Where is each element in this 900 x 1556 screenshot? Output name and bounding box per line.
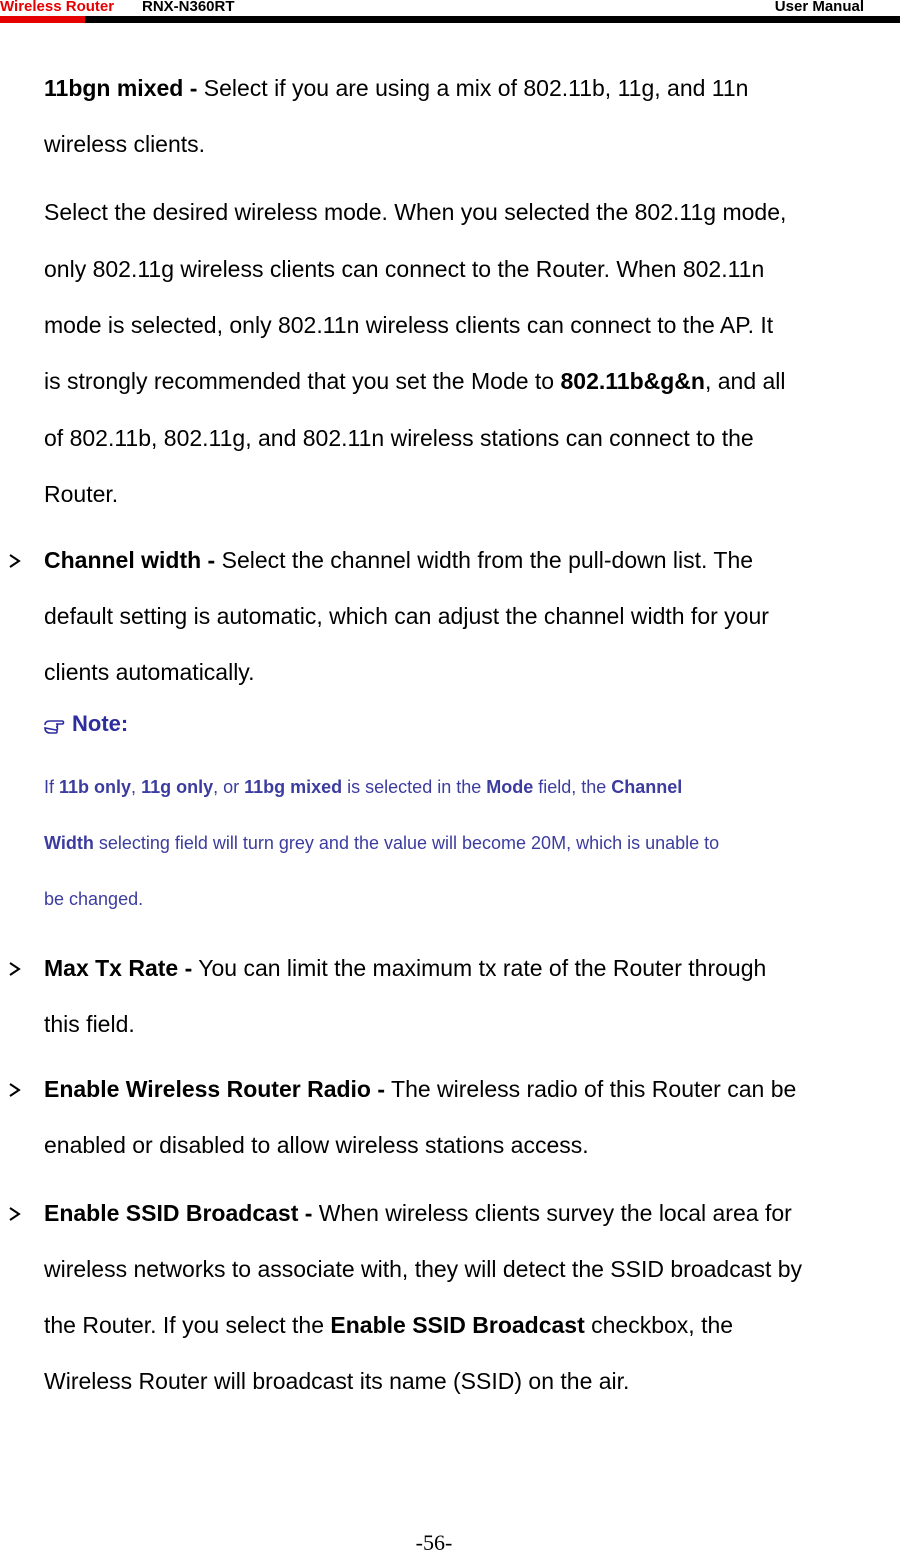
arrow-bullet-icon (8, 1076, 24, 1104)
mode-paragraph-line-6: Router. (44, 481, 119, 507)
note-text: field, the (533, 777, 612, 797)
radio-line-2: enabled or disabled to allow wireless stations access. (44, 1132, 589, 1158)
radio-desc: The wireless radio of this Router can be (385, 1076, 797, 1102)
note-emphasis: Mode (486, 777, 534, 797)
mixed-mode-line-2: wireless clients. (44, 131, 206, 157)
radio-line-1 (44, 1075, 796, 1103)
note-emphasis: 11bg mixed (244, 777, 343, 797)
mode-paragraph-line-1: Select the desired wireless mode. When you selected the 802.11g mode, (44, 199, 787, 225)
note-text: If (44, 777, 60, 797)
note-text: , (131, 777, 142, 797)
ssid-text: the Router. If you select the (44, 1312, 331, 1338)
ssid-term: Enable SSID Broadcast - (44, 1200, 313, 1226)
mixed-mode-desc: Select if you are using a mix of 802.11b, 11g, and 11n (197, 75, 749, 101)
ssid-line-3 (44, 1311, 733, 1339)
ssid-emphasis: Enable SSID Broadcast (330, 1312, 585, 1338)
note-text: , or (213, 777, 245, 797)
note-text: is selected in the (342, 777, 487, 797)
ssid-text: checkbox, the (584, 1312, 734, 1338)
channel-width-line-2: default setting is automatic, which can adjust the channel width for your (44, 603, 769, 629)
max-tx-rate-line-2: this field. (44, 1011, 135, 1037)
note-text: selecting field will turn grey and the value will become 20M, which is unable to (93, 833, 720, 853)
ssid-desc: When wireless clients survey the local area for (312, 1200, 792, 1226)
note-heading (44, 710, 128, 738)
mode-paragraph-line-5: of 802.11b, 802.11g, and 802.11n wireless stations can connect to the (44, 425, 754, 451)
note-emphasis: 11b only (59, 777, 132, 797)
mode-paragraph-text: , and all (704, 368, 786, 394)
header-model: RNX-N360RT (142, 0, 235, 15)
pointing-hand-icon (44, 713, 66, 731)
max-tx-rate-desc: You can limit the maximum tx rate of the Router through (192, 955, 767, 981)
note-title: Note: (72, 711, 129, 736)
ssid-line-4: Wireless Router will broadcast its name (SSID) on the air. (44, 1368, 630, 1394)
note-line-2 (44, 831, 719, 855)
note-emphasis: Width (44, 833, 94, 853)
mode-paragraph-line-4 (44, 367, 786, 395)
mixed-mode-term: 11bgn mixed - (44, 75, 198, 101)
max-tx-rate-term: Max Tx Rate - (44, 955, 193, 981)
mixed-mode-line-1 (44, 74, 748, 102)
channel-width-line-1 (44, 546, 753, 574)
arrow-bullet-icon (8, 955, 24, 983)
arrow-bullet-icon (8, 547, 24, 575)
header-doc-type: User Manual (774, 0, 864, 15)
recommended-mode: 802.11b&g&n (560, 368, 705, 394)
ssid-line-1 (44, 1199, 792, 1227)
note-line-3: be changed. (44, 889, 144, 909)
header-rule-accent (0, 16, 85, 23)
channel-width-term: Channel width - (44, 547, 216, 573)
arrow-bullet-icon (8, 1200, 24, 1228)
note-emphasis: Channel (611, 777, 683, 797)
channel-width-desc: Select the channel width from the pull-down list. The (215, 547, 754, 573)
radio-term: Enable Wireless Router Radio - (44, 1076, 386, 1102)
mode-paragraph-line-3: mode is selected, only 802.11n wireless clients can connect to the AP. It (44, 312, 774, 338)
header-rule (0, 16, 900, 23)
ssid-line-2: wireless networks to associate with, they will detect the SSID broadcast by (44, 1256, 803, 1282)
page-header (0, 0, 900, 22)
note-line-1 (44, 775, 682, 799)
page-number: -56- (415, 1530, 453, 1555)
note-emphasis: 11g only (141, 777, 214, 797)
mode-paragraph-line-2: only 802.11g wireless clients can connect to the Router. When 802.11n (44, 256, 765, 282)
header-product: Wireless Router (0, 0, 115, 15)
channel-width-line-3: clients automatically. (44, 659, 255, 685)
mode-paragraph-text: is strongly recommended that you set the Mode to (44, 368, 561, 394)
max-tx-rate-line-1 (44, 954, 766, 982)
